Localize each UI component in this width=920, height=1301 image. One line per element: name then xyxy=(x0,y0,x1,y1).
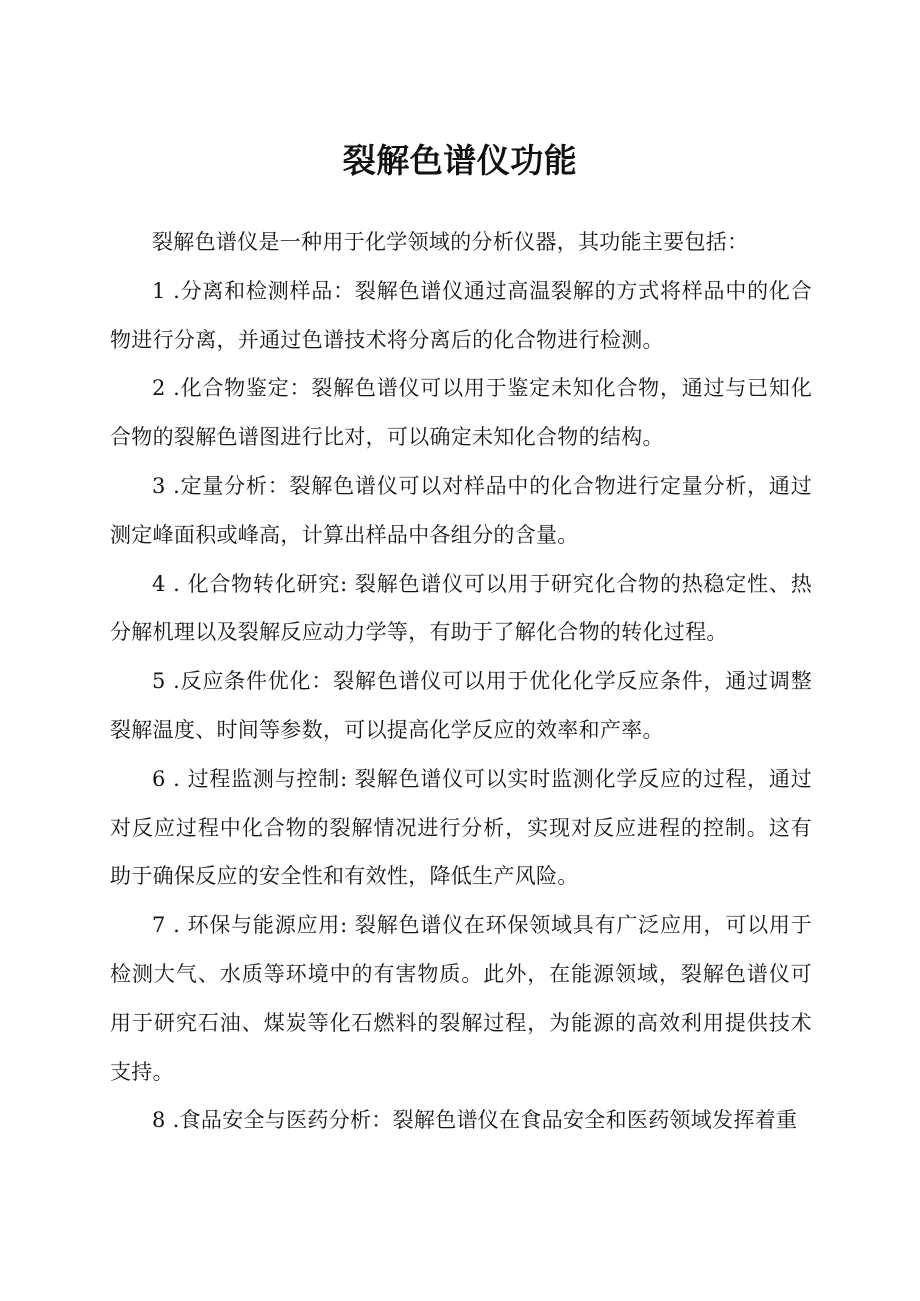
paragraph-item-2: 2 .化合物鉴定：裂解色谱仪可以用于鉴定未知化合物，通过与已知化合物的裂解色谱图进行比对，可以确定未知化合物的结构。 xyxy=(110,376,812,450)
paragraph-item-3: 3 .定量分析：裂解色谱仪可以对样品中的化合物进行定量分析，通过测定峰面积或峰高，计算出样品中各组分的含量。 xyxy=(110,473,812,547)
paragraph-item-7: 7 . 环保与能源应用: 裂解色谱仪在环保领域具有广泛应用，可以用于检测大气、水质等环境中的有害物质。此外，在能源领域，裂解色谱仪可用于研究石油、煤炭等化石燃料的裂解过程，为能源的高效利用提供技术支持。 xyxy=(110,913,812,1084)
document-title: 裂解色谱仪功能 xyxy=(342,141,578,181)
paragraph-item-1: 1 .分离和检测样品：裂解色谱仪通过高温裂解的方式将样品中的化合物进行分离，并通过色谱技术将分离后的化合物进行检测。 xyxy=(110,278,812,352)
paragraph-item-8: 8 .食品安全与医药分析：裂解色谱仪在食品安全和医药领域发挥着重 xyxy=(152,1108,798,1133)
document-body xyxy=(110,218,812,1145)
paragraph-intro: 裂解色谱仪是一种用于化学领域的分析仪器，其功能主要包括： xyxy=(152,230,749,254)
paragraph-item-6: 6 . 过程监测与控制: 裂解色谱仪可以实时监测化学反应的过程，通过对反应过程中化合物的裂解情况进行分析，实现对反应进程的控制。这有助于确保反应的安全性和有效性，降低生产风险。 xyxy=(110,766,812,889)
paragraph-item-5: 5 .反应条件优化：裂解色谱仪可以用于优化化学反应条件，通过调整裂解温度、时间等参数，可以提高化学反应的效率和产率。 xyxy=(110,669,812,742)
paragraph-item-4: 4 . 化合物转化研究: 裂解色谱仪可以用于研究化合物的热稳定性、热分解机理以及裂解反应动力学等，有助于了解化合物的转化过程。 xyxy=(110,571,812,645)
